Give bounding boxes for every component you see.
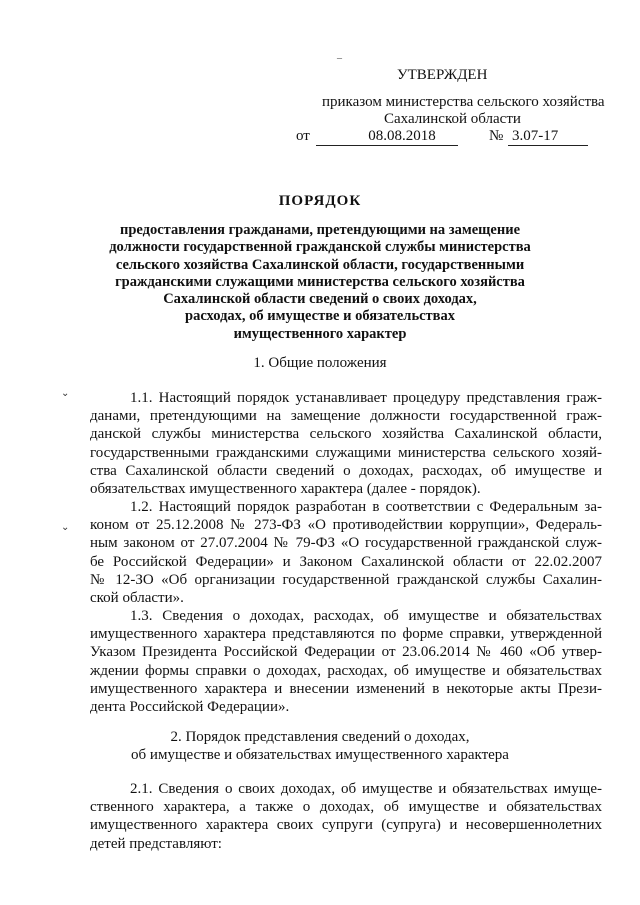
paragraph-line: ской области».: [90, 589, 184, 606]
paragraph-line: обязательствах имущественного характера (далее - порядок).: [90, 480, 481, 497]
paragraph-2-1: [90, 780, 602, 853]
paragraph-line: ным законом от 27.07.2004 № 79-ФЗ «О государственной гражданской служ-: [90, 535, 602, 552]
scan-speck: ⌄: [61, 522, 70, 533]
scan-speck: ⌄: [61, 388, 70, 399]
scan-speck: ¯: [337, 58, 342, 69]
paragraph-line: Указом Президента Российской Федерации от 23.06.2014 № 460 «Об утвер-: [90, 644, 602, 661]
approval-from-label: от: [296, 128, 310, 144]
paragraph-line: 2.1. Сведения о своих доходах, об имуществе и обязательствах имуще-: [130, 781, 602, 797]
section-1-heading: [90, 354, 550, 372]
paragraph-line: бе Российской Федерации» и Законом Сахалинской области от 22.02.2007: [90, 553, 602, 570]
subtitle-line: должности государственной гражданской службы министерства: [109, 239, 531, 256]
paragraph-line: данами, претендующими на замещение должности государственной граж-: [90, 408, 602, 425]
subtitle-line: гражданскими служащими министерства сельского хозяйства: [115, 273, 525, 290]
document-subtitle: [100, 222, 540, 343]
approval-order-line: приказом министерства сельского хозяйства: [322, 94, 605, 110]
approval-number: 3.07-17: [508, 128, 588, 146]
paragraph-1-2: [90, 498, 602, 607]
paragraph-line: ждении формы справки о доходах, расходах, об имуществе и обязательствах: [90, 662, 602, 679]
section-heading-text: об имуществе и обязательствах имущественного характера: [131, 747, 509, 763]
paragraph-1-3: [90, 607, 602, 716]
section-heading-text: 2. Порядок представления сведений о доходах,: [170, 729, 470, 745]
subtitle-line: имущественного характер: [233, 325, 407, 342]
subtitle-line: сельского хозяйства Сахалинской области, государственными: [115, 256, 525, 273]
paragraph-line: имущественного характера представляются по форме справки, утвержденной: [90, 626, 602, 643]
subtitle-line: Сахалинской области сведений о своих доходах,: [163, 291, 477, 308]
paragraph-line: имущественного характера и внесении изменений в некоторые акты Прези-: [90, 680, 602, 697]
paragraph-line: 1.1. Настоящий порядок устанавливает процедуру представления граж-: [130, 390, 602, 406]
approval-region-line: Сахалинской области: [384, 111, 521, 127]
paragraph-line: ственного характера, а также о доходах, об имуществе и обязательствах: [90, 799, 602, 816]
section-2-heading: [90, 728, 550, 764]
paragraph-line: коном от 25.12.2008 № 273-ФЗ «О противодействии коррупции», Федераль-: [90, 517, 602, 534]
approval-number-label: №: [489, 128, 504, 144]
approval-date: 08.08.2018: [316, 128, 458, 146]
paragraph-line: № 12-ЗО «Об организации государственной гражданской службы Сахалин-: [90, 571, 602, 588]
subtitle-line: предоставления гражданами, претендующими на замещение: [119, 222, 521, 238]
paragraph-line: 1.3. Сведения о доходах, расходах, об имуществе и обязательствах: [130, 608, 602, 624]
paragraph-line: 1.2. Настоящий порядок разработан в соответствии с Федеральным за-: [130, 499, 602, 515]
approval-word: УТВЕРЖДЕН: [397, 67, 488, 83]
subtitle-line: расходах, об имуществе и обязательствах: [185, 308, 455, 325]
section-heading-text: 1. Общие положения: [253, 355, 387, 371]
paragraph-line: данской службы министерства сельского хозяйства Сахалинской области,: [90, 426, 602, 443]
paragraph-1-1: [90, 389, 602, 498]
paragraph-line: ства Сахалинской области сведений о доходах, расходах, об имуществе и: [90, 462, 602, 479]
paragraph-line: государственными гражданскими служащими министерства сельского хозяй-: [90, 444, 602, 461]
paragraph-line: дента Российской Федерации».: [90, 698, 290, 715]
document-title: ПОРЯДОК: [278, 193, 362, 209]
paragraph-line: детей представляют:: [90, 835, 222, 852]
paragraph-line: имущественного характера своих супруги (супруга) и несовершеннолетних: [90, 817, 602, 834]
